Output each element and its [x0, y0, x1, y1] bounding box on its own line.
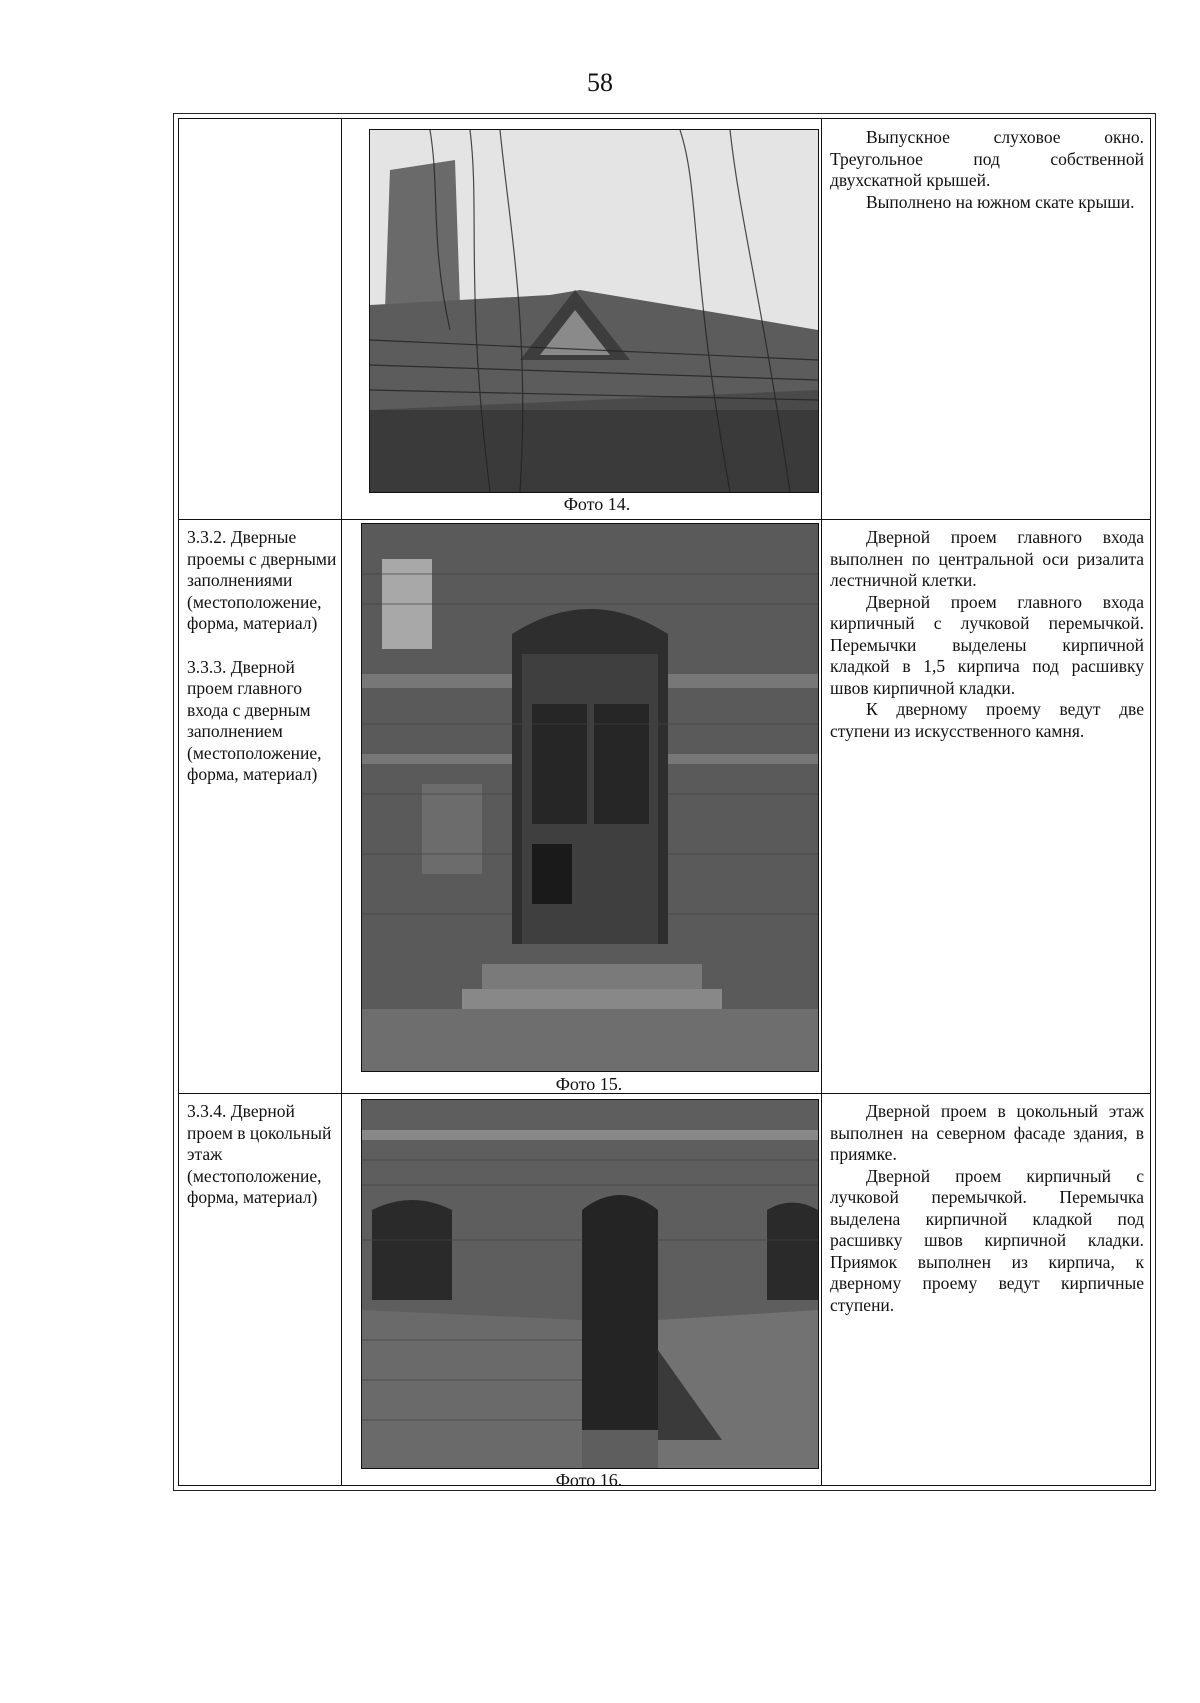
photo-basement-door [361, 1099, 819, 1469]
photo-caption: Фото 16. [555, 1470, 623, 1490]
description-paragraph: Дверной проем главного входа кирпичный с лучковой перемычкой. Перемычки выделены кирпичной кладкой в 1,5 кирпича под расшивку швов кирпичной кладки. [830, 591, 1144, 698]
section-label: 3.3.4. Дверной проем в цокольный этаж (местоположение, форма, материал) [187, 1101, 332, 1207]
description-paragraph: К дверному проему ведут две ступени из искусственного камня. [830, 699, 1144, 741]
section-label: 3.3.2. Дверные проемы с дверными заполнениями (местоположение, форма, материал) [187, 527, 337, 633]
description-paragraph: Выполнено на южном скате крыши. [866, 191, 1135, 212]
section-label-cell [187, 1101, 337, 1209]
column-divider [821, 119, 822, 1485]
section-label: 3.3.3. Дверной проем главного входа с дверным заполнением (местоположение, форма, материал) [187, 656, 322, 784]
table [178, 118, 1151, 1490]
photo-caption: Фото 15. [555, 1074, 623, 1094]
description-cell [830, 1101, 1144, 1316]
description-paragraph: Выпускное слуховое окно. Треугольное под собственной двухскатной крышей. [830, 127, 1144, 190]
photo-dormer-window [369, 129, 819, 493]
description-paragraph: Дверной проем главного входа выполнен по центральной оси ризалита лестничной клетки. [830, 527, 1144, 590]
table-outer-frame [173, 113, 1156, 1491]
description-paragraph: Дверной проем в цокольный этаж выполнен на северном фасаде здания, в приямке. [830, 1101, 1144, 1164]
description-cell [830, 527, 1144, 742]
row-divider [179, 519, 1150, 520]
page-number: 58 [587, 68, 613, 97]
description-paragraph: Дверной проем кирпичный с лучковой перемычкой. Перемычка выделена кирпичной кладкой под расшивку швов кирпичной кладки. Приямок выполнен из кирпича, к дверному проему ведут кирпичные ступени. [830, 1165, 1144, 1315]
column-divider [341, 119, 342, 1485]
description-cell [830, 127, 1144, 213]
photo-main-entrance [361, 523, 819, 1072]
photo-caption: Фото 14. [563, 494, 631, 514]
section-label-cell [187, 527, 337, 786]
